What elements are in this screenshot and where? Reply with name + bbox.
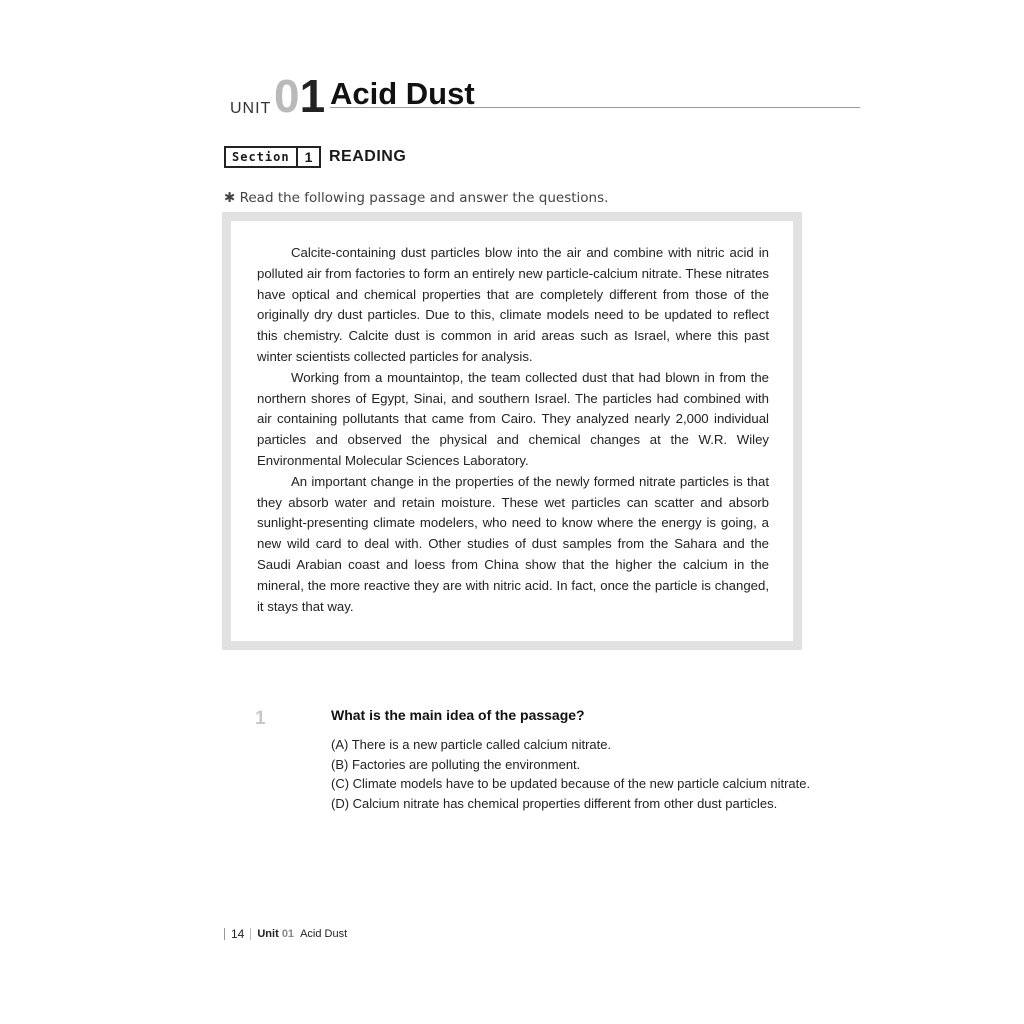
passage-paragraph: An important change in the properties of the newly formed nitrate particles is that they absorb water and retain moisture. These wet particles can scatter and absorb sunlight-presenting climate modelers, who need to know where the energy is going, a new wild card to deal with. Other studies of dust samples from the Sahara and the Saudi Arabian coast and loess from China show that the higher the calcium in the mineral, the more reactive they are with nitric acid. In fact, once the particle is changed, it stays that way. — [257, 473, 769, 614]
unit-number-light-digit: 0 — [274, 70, 300, 122]
footer-unit-word: Unit — [257, 928, 279, 940]
passage-box — [222, 212, 802, 650]
passage-paragraph: Calcite-containing dust particles blow into the air and combine with nitric acid in polluted air from factories to form an entirely new particle-calcium nitrate. These nitrates have optical and chemical properties that are completely different from those of the originally dry dust particles. Due to this, climate models need to be updated to reflect this chemistry. Calcite dust is common in arid areas such as Israel, where this past winter scientists collected particles for analysis. — [257, 245, 769, 364]
footer-unit-label — [257, 928, 294, 940]
instruction-text: ✱ Read the following passage and answer the questions. — [224, 190, 609, 206]
footer-unit-number: 01 — [281, 928, 295, 940]
footer-divider — [250, 928, 251, 940]
footer-unit-title: Acid Dust — [300, 928, 348, 940]
unit-title: Acid Dust — [330, 76, 475, 111]
unit-label: UNIT — [230, 100, 272, 117]
question-text: What is the main idea of the passage? — [331, 707, 585, 723]
passage-paragraph: Working from a mountaintop, the team collected dust that had blown in from the northern shores of Egypt, Sinai, and southern Israel. The particles had combined with air containing pollutants that came from Cairo. They analyzed nearly 2,000 individual particles and observed the physical and chemical changes at the W.R. Wiley Environmental Molecular Sciences Laboratory. — [257, 369, 769, 468]
answer-option-d[interactable]: (D) Calcium nitrate has chemical properties different from other dust particles. — [331, 795, 778, 811]
answer-option-a[interactable]: (A) There is a new particle called calcium nitrate. — [331, 737, 612, 752]
header-divider — [330, 107, 860, 108]
answer-option-b[interactable]: (B) Factories are polluting the environment. — [331, 756, 581, 772]
footer-divider — [224, 928, 225, 940]
question-number: 1 — [255, 708, 266, 729]
unit-header — [230, 70, 862, 120]
page-footer — [224, 927, 347, 941]
unit-number — [274, 72, 325, 120]
passage-text — [257, 243, 769, 617]
answer-option-c[interactable]: (C) Climate models have to be updated because of the new particle calcium nitrate. — [331, 776, 811, 791]
page-number: 14 — [231, 927, 245, 941]
answer-options — [331, 735, 810, 813]
section-label: Section — [226, 148, 298, 166]
unit-number-dark-digit: 1 — [299, 70, 326, 122]
section-title: READING — [329, 148, 407, 165]
section-number: 1 — [304, 149, 313, 165]
section-badge — [224, 146, 321, 168]
